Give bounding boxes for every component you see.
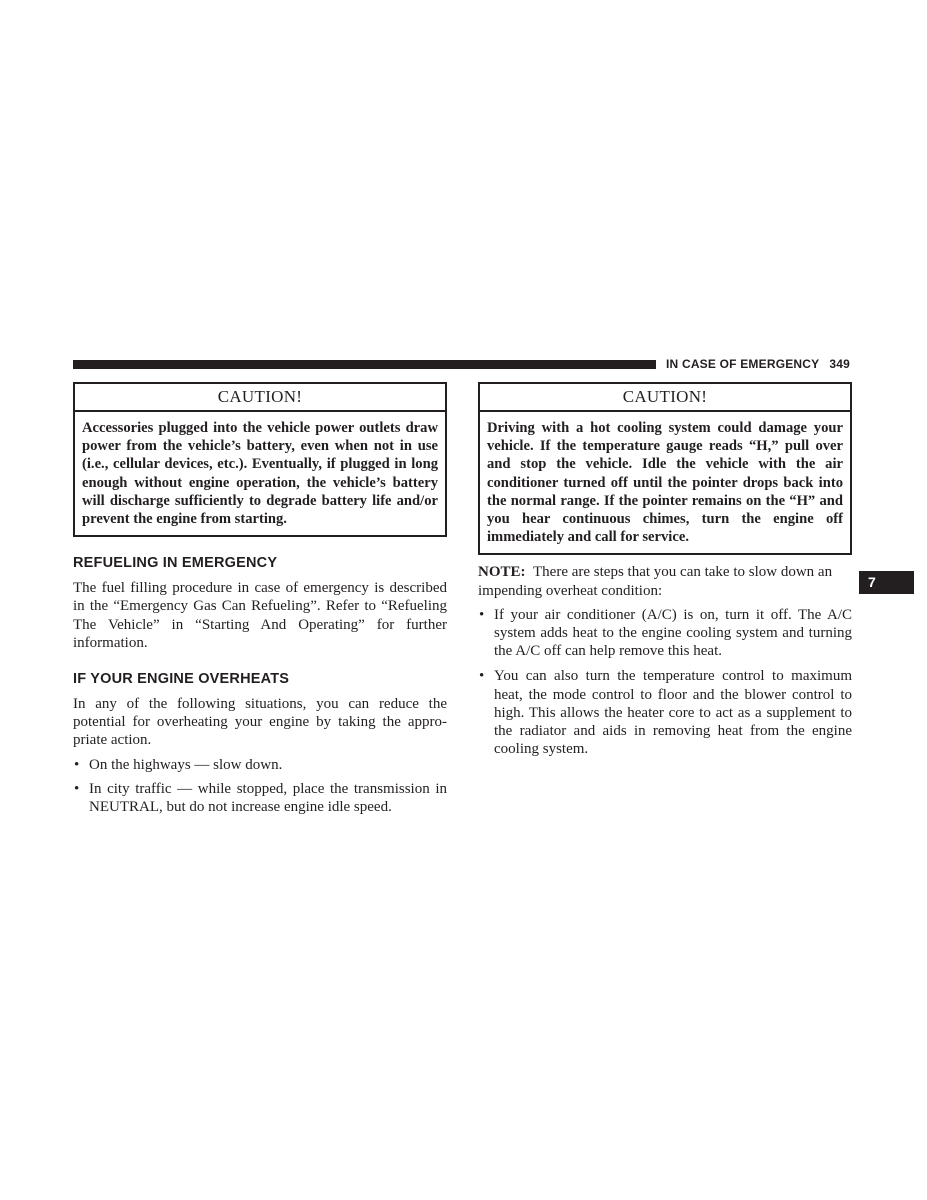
header-section: IN CASE OF EMERGENCY [666, 357, 820, 371]
section-heading-refueling: REFUELING IN EMERGENCY [73, 555, 278, 572]
caution-body: Accessories plugged into the vehicle power outlets draw power from the vehicle’s battery, even when not in use (i.e., cellular devices, etc.). Eventually, if plugged in long enough without engine operation, the vehicle’s battery will discharge sufficiently to degrade battery life and/or prevent the engine from starting. [82, 420, 438, 528]
chapter-number: 7 [868, 574, 876, 590]
overheat-steps-list [478, 606, 852, 759]
caution-box-hot-cooling [478, 382, 852, 555]
list-item: • You can also turn the temperature control to maximum heat, the mode control to floor and the blower control to high. This allows the heater core to act as a supplement to the radiator and aids in removing heat from the engine cooling system. [479, 668, 852, 758]
caution-title: CAUTION! [75, 384, 445, 412]
note-label: NOTE: [478, 564, 526, 581]
note-text: There are steps that you can take to slow down an impending overheat condition: [478, 564, 833, 599]
note-paragraph [478, 563, 852, 599]
refueling-paragraph: The fuel filling procedure in case of emergency is described in the “Emergency Gas Can Refueling”. Refer to “Refueling The Vehicle” in “Starting And Operating” for further information. [73, 580, 447, 651]
running-header [666, 357, 850, 371]
section-heading-overheats: IF YOUR ENGINE OVERHEATS [73, 671, 290, 688]
overheats-bullet-list [73, 756, 447, 817]
list-item: • On the highways — slow down. [74, 756, 283, 773]
list-item: • In city traffic — while stopped, place the transmission in NEUTRAL, but do not increase engine idle speed. [74, 780, 447, 816]
right-column [478, 382, 852, 758]
page-number: 349 [829, 357, 850, 371]
left-column [73, 382, 447, 816]
caution-body: Driving with a hot cooling system could damage your vehicle. If the temperature gauge reads “H,” pull over and stop the vehicle. Idle the vehicle with the air conditioner turned off until the pointer drops back into the normal range. If the pointer remains on the “H” and you hear continuous chimes, turn the engine off immediately and call for service. [487, 420, 843, 546]
chapter-tab [859, 571, 914, 594]
overheats-paragraph: In any of the following situations, you can reduce the potential for overheating your engine by taking the appro-priate action. [73, 696, 447, 749]
header-rule [73, 360, 656, 369]
caution-box-battery [73, 382, 447, 537]
caution-title: CAUTION! [480, 384, 850, 412]
list-item: • If your air conditioner (A/C) is on, turn it off. The A/C system adds heat to the engine cooling system and turning the A/C off can help remove this heat. [479, 606, 852, 660]
